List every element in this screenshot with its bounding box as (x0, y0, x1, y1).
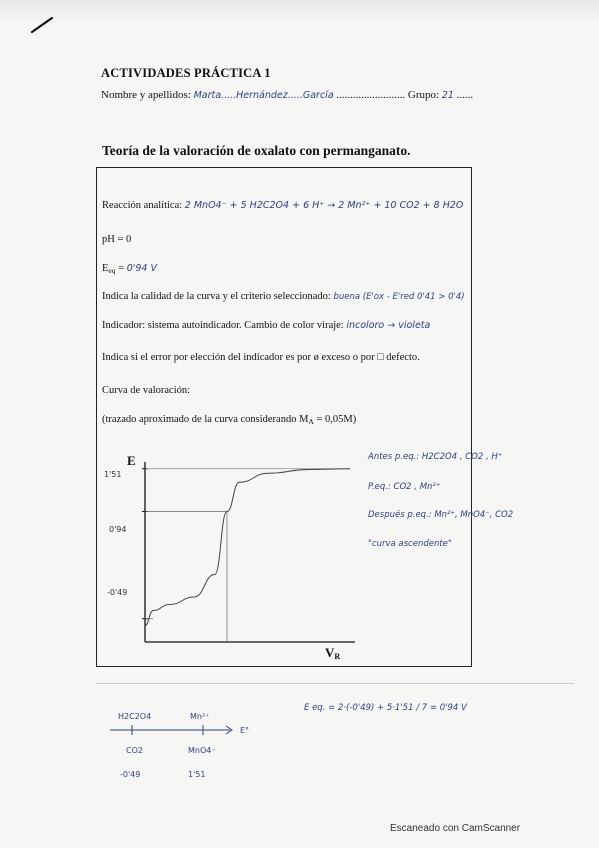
checkbox-defecto[interactable]: □ (377, 352, 384, 363)
indicator-line (102, 320, 430, 331)
nl-val-right: 1'51 (188, 770, 206, 779)
y-axis-label: E (127, 453, 136, 468)
error-line (102, 352, 420, 363)
eeq-label-sub: eq (108, 266, 116, 275)
reaction-label: Reacción analítica: (102, 200, 183, 211)
quality-value: buena (E'ox - E'red 0'41 > 0'4) (333, 292, 465, 302)
note-at: P.eq.: CO2 , Mn²⁺ (368, 482, 441, 492)
pen-stroke-mark (30, 14, 56, 36)
indicator-value: incoloro → violeta (346, 320, 431, 331)
name-line: Nombre y apellidos: Marta.....Hernández.....García ......................... Grupo: 21 ...... (101, 89, 474, 101)
curve-sub-text: (trazado aproximado de la curva considerando M (102, 414, 309, 425)
group-value: 21 (441, 90, 454, 101)
group-label: Grupo: (407, 89, 440, 101)
eeq-value: 0'94 V (126, 263, 157, 274)
scan-edge (0, 0, 599, 24)
quality-line (102, 291, 465, 302)
note-curve: "curva ascendente" (368, 539, 452, 549)
note-after: Después p.eq.: Mn²⁺, MnO4⁻, CO2 (368, 510, 514, 520)
name-label: Nombre y apellidos: (101, 89, 191, 101)
indicator-label: Indicador: sistema autoindicador. Cambio de color viraje: (102, 320, 344, 331)
nl-top-left: H2C2O4 (118, 712, 152, 721)
x-axis-label: $V_R$ (325, 645, 341, 661)
nl-bottom-left: CO2 (126, 746, 143, 755)
curve-label: Curva de valoración: (102, 385, 191, 396)
y-tick-label-neg-0-49: -0'49 (107, 588, 128, 597)
ph-line: pH = 0 (102, 234, 132, 245)
titration-curve-line (145, 469, 350, 626)
note-before: Antes p.eq.: H2C2O4 , CO2 , H⁺ (368, 452, 503, 462)
error-label: Indica si el error por elección del indicador es por (102, 352, 312, 363)
eeq-line (102, 263, 157, 275)
section-title: Teoría de la valoración de oxalato con permanganato. (102, 143, 411, 158)
y-tick-label-1-51: 1'51 (104, 470, 122, 479)
nl-val-left: -0'49 (120, 770, 141, 779)
curve-sub-label (102, 414, 356, 426)
error-exceso-text: exceso o por (321, 352, 375, 363)
name-value: Marta.....Hernández.....García (193, 90, 334, 101)
page-title: ACTIVIDADES PRÁCTICA 1 (101, 66, 271, 80)
eeq-label: E (102, 263, 109, 274)
final-equation: E eq. = 2·(-0'49) + 5·1'51 / 7 = 0'94 V (304, 703, 467, 713)
checkbox-exceso[interactable]: ø (313, 352, 319, 363)
eeq-label-equals: = (115, 263, 127, 274)
quality-label: Indica la calidad de la curva y el criterio seleccionado: (102, 291, 331, 302)
error-defecto-text: defecto. (386, 352, 420, 363)
nl-top-right: Mn²⁺ (190, 712, 210, 721)
nl-axis-label: E° (240, 726, 250, 735)
scanner-footer: Escaneado con CamScanner (390, 823, 521, 834)
y-tick-label-0-94: 0'94 (109, 525, 127, 534)
nl-bottom-right: MnO4⁻ (188, 746, 216, 755)
reaction-value: 2 MnO4⁻ + 5 H2C2O4 + 6 H⁺ → 2 Mn²⁺ + 10 CO2 + 8 H2O (184, 200, 464, 211)
curve-sub-subscript: A (308, 417, 314, 426)
titration-curve-chart (100, 450, 362, 665)
curve-sub-rest: = 0,05M) (313, 414, 357, 425)
reaction-line (102, 200, 463, 211)
divider (96, 683, 574, 684)
